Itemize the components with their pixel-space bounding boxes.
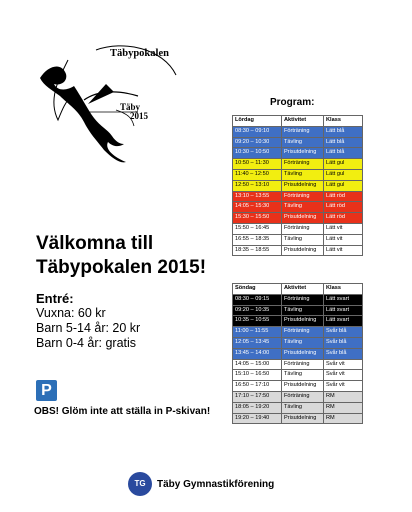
- cell-activity: Prisutdelning: [282, 148, 324, 159]
- cell-class: Lätt röd: [324, 202, 363, 213]
- table-row: [233, 316, 363, 327]
- table-row: [233, 126, 363, 137]
- header-day: Söndag: [233, 284, 282, 295]
- cell-time: 15:30 – 15:50: [233, 213, 282, 224]
- cell-activity: Prisutdelning: [282, 348, 324, 359]
- cell-activity: Tävling: [282, 202, 324, 213]
- logo-title: Täbypokalen: [110, 48, 169, 59]
- cell-class: RM: [324, 413, 363, 424]
- cell-activity: Tävling: [282, 305, 324, 316]
- cell-time: 08:30 – 09:10: [233, 126, 282, 137]
- cell-class: Svår vit: [324, 381, 363, 392]
- parking-icon: P: [36, 380, 57, 401]
- table-row: [233, 305, 363, 316]
- saturday-rows: [233, 126, 363, 256]
- cell-time: 10:35 – 10:55: [233, 316, 282, 327]
- saturday-schedule-table: [232, 115, 363, 256]
- program-heading: Program:: [270, 97, 315, 108]
- table-row: [233, 223, 363, 234]
- table-row: [233, 191, 363, 202]
- sunday-rows: [233, 294, 363, 424]
- table-header-row: [233, 116, 363, 127]
- cell-activity: Förträning: [282, 294, 324, 305]
- cell-time: 09:20 – 10:35: [233, 305, 282, 316]
- cell-activity: Förträning: [282, 223, 324, 234]
- cell-time: 12:05 – 13:45: [233, 337, 282, 348]
- table-row: [233, 391, 363, 402]
- cell-activity: Förträning: [282, 126, 324, 137]
- cell-class: Svår blå: [324, 327, 363, 338]
- cell-class: RM: [324, 402, 363, 413]
- cell-class: Svår blå: [324, 348, 363, 359]
- table-row: [233, 370, 363, 381]
- welcome-line1: Välkomna till: [36, 233, 154, 254]
- table-row: [233, 402, 363, 413]
- cell-time: 16:55 – 18:35: [233, 234, 282, 245]
- price-item: Barn 5-14 år: 20 kr: [36, 321, 141, 335]
- table-row: [233, 148, 363, 159]
- cell-time: 17:10 – 17:50: [233, 391, 282, 402]
- cell-activity: Tävling: [282, 370, 324, 381]
- cell-time: 10:50 – 11:30: [233, 159, 282, 170]
- cell-time: 08:30 – 09:15: [233, 294, 282, 305]
- table-row: [233, 213, 363, 224]
- cell-time: 14:05 – 15:00: [233, 359, 282, 370]
- cell-class: Lätt gul: [324, 159, 363, 170]
- cell-time: 15:10 – 16:50: [233, 370, 282, 381]
- cell-class: Lätt svart: [324, 294, 363, 305]
- table-row: [233, 137, 363, 148]
- cell-activity: Tävling: [282, 337, 324, 348]
- table-header-row: [233, 284, 363, 295]
- table-row: [233, 413, 363, 424]
- cell-activity: Prisutdelning: [282, 213, 324, 224]
- cell-time: 19:20 – 19:40: [233, 413, 282, 424]
- cell-class: Lätt gul: [324, 180, 363, 191]
- header-day: Lördag: [233, 116, 282, 127]
- cell-time: 14:05 – 15:30: [233, 202, 282, 213]
- cell-activity: Prisutdelning: [282, 316, 324, 327]
- table-row: [233, 337, 363, 348]
- cell-time: 15:50 – 16:45: [233, 223, 282, 234]
- cell-activity: Tävling: [282, 234, 324, 245]
- cell-activity: Förträning: [282, 191, 324, 202]
- cell-activity: Förträning: [282, 327, 324, 338]
- cell-activity: Prisutdelning: [282, 245, 324, 256]
- cell-activity: Förträning: [282, 391, 324, 402]
- cell-class: Lätt vit: [324, 223, 363, 234]
- cell-time: 10:30 – 10:50: [233, 148, 282, 159]
- table-row: [233, 327, 363, 338]
- cell-class: Svår blå: [324, 337, 363, 348]
- welcome-heading: [36, 232, 206, 280]
- cell-activity: Tävling: [282, 402, 324, 413]
- table-row: [233, 169, 363, 180]
- table-row: [233, 359, 363, 370]
- cell-time: 13:10 – 13:55: [233, 191, 282, 202]
- cell-activity: Tävling: [282, 169, 324, 180]
- logo-sub-line1: Täby: [120, 102, 141, 112]
- cell-time: 18:35 – 18:55: [233, 245, 282, 256]
- cell-class: Lätt blå: [324, 126, 363, 137]
- table-row: [233, 348, 363, 359]
- table-row: [233, 180, 363, 191]
- cell-class: Lätt vit: [324, 245, 363, 256]
- cell-class: Lätt svart: [324, 316, 363, 327]
- header-class: Klass: [324, 116, 363, 127]
- table-row: [233, 202, 363, 213]
- gymnast-logo: [28, 40, 178, 170]
- cell-time: 13:45 – 14:00: [233, 348, 282, 359]
- header-activity: Aktivitet: [282, 116, 324, 127]
- gymnast-silhouette-icon: [28, 40, 178, 170]
- cell-class: Lätt röd: [324, 213, 363, 224]
- logo-sub-line2: 2015: [130, 111, 148, 121]
- cell-activity: Tävling: [282, 137, 324, 148]
- club-emblem-icon: TG: [128, 472, 152, 496]
- cell-class: Lätt svart: [324, 305, 363, 316]
- cell-time: 11:40 – 12:50: [233, 169, 282, 180]
- cell-time: 16:50 – 17:10: [233, 381, 282, 392]
- parking-notice: OBS! Glöm inte att ställa in P-skivan!: [34, 406, 211, 417]
- table-row: [233, 381, 363, 392]
- cell-time: 11:00 – 11:55: [233, 327, 282, 338]
- price-item: Vuxna: 60 kr: [36, 306, 106, 320]
- cell-class: Svår vit: [324, 359, 363, 370]
- table-row: [233, 245, 363, 256]
- cell-class: Lätt vit: [324, 234, 363, 245]
- logo-subtitle: [120, 103, 148, 121]
- cell-activity: Prisutdelning: [282, 413, 324, 424]
- cell-time: 09:20 – 10:30: [233, 137, 282, 148]
- cell-time: 18:05 – 19:20: [233, 402, 282, 413]
- table-row: [233, 234, 363, 245]
- table-row: [233, 294, 363, 305]
- sunday-schedule-table: [232, 283, 363, 424]
- table-row: [233, 159, 363, 170]
- cell-class: RM: [324, 391, 363, 402]
- entry-heading: Entré:: [36, 291, 74, 306]
- cell-class: Lätt blå: [324, 148, 363, 159]
- header-activity: Aktivitet: [282, 284, 324, 295]
- cell-time: 12:50 – 13:10: [233, 180, 282, 191]
- cell-activity: Förträning: [282, 159, 324, 170]
- cell-activity: Prisutdelning: [282, 180, 324, 191]
- cell-class: Lätt blå: [324, 137, 363, 148]
- cell-class: Lätt gul: [324, 169, 363, 180]
- header-class: Klass: [324, 284, 363, 295]
- entry-prices: [36, 291, 140, 351]
- price-item: Barn 0-4 år: gratis: [36, 336, 137, 350]
- welcome-line2: Täbypokalen 2015!: [36, 257, 207, 278]
- cell-activity: Prisutdelning: [282, 381, 324, 392]
- club-name: Täby Gymnastikförening: [157, 479, 275, 490]
- cell-class: Svår vit: [324, 370, 363, 381]
- cell-activity: Förträning: [282, 359, 324, 370]
- cell-class: Lätt röd: [324, 191, 363, 202]
